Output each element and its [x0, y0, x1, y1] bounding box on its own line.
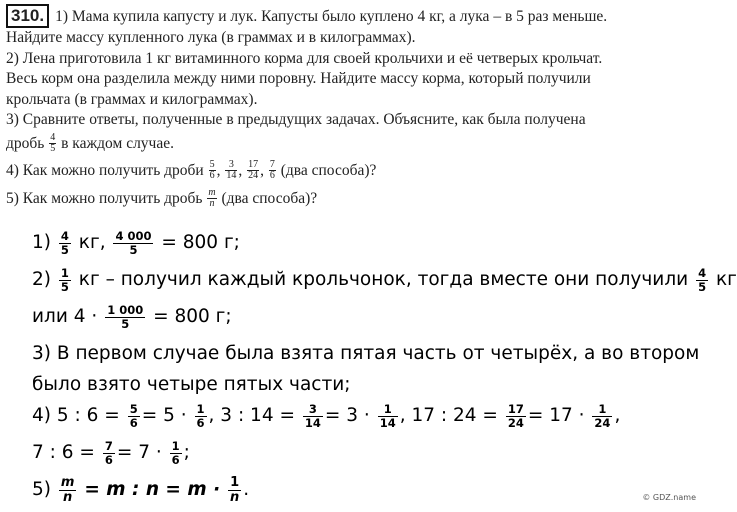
problem-line-9	[6, 185, 694, 213]
problem-line-7	[6, 131, 694, 157]
solution-label: 1)	[32, 232, 51, 253]
problem-number: 310.	[6, 4, 49, 28]
fraction	[128, 403, 140, 430]
solution-text: ;	[183, 442, 190, 463]
fraction	[506, 403, 526, 430]
denominator: 6	[129, 415, 138, 430]
fraction	[696, 267, 708, 294]
solution-line-2b	[32, 302, 692, 339]
numerator: 1	[196, 401, 205, 416]
denominator: 14	[304, 415, 321, 430]
denominator: 24	[507, 415, 524, 430]
solution-text: = 800 г;	[161, 232, 240, 253]
problem-line-4: Весь корм она разделила между ними поровну. Найдите массу корма, который получили	[6, 70, 591, 87]
numerator: 1 000	[107, 302, 144, 317]
watermark: © GDZ.name	[642, 493, 696, 502]
fraction	[113, 230, 153, 257]
problem-text-8b: (два способа)?	[280, 161, 377, 179]
problem-text-1: 1) Мама купила капусту и лук. Капусты было куплено 4 кг, а лука – в 5 раз меньше.	[55, 8, 608, 25]
solution-line-3a: 3) В первом случае была взята пятая часть от четырёх, а во втором	[32, 343, 700, 364]
solution-label: 5)	[32, 479, 51, 500]
numerator: 4	[50, 132, 56, 144]
fraction	[195, 403, 207, 430]
denominator: 5	[121, 316, 130, 331]
denominator: 5	[129, 242, 138, 257]
variable: n	[209, 198, 215, 210]
solution-text: = 3 ·	[324, 405, 370, 426]
solution-text: , 17 : 24 =	[399, 405, 498, 426]
solution-line-2	[32, 265, 737, 302]
solution-text: = 800 г;	[153, 306, 232, 327]
fraction	[592, 403, 612, 430]
solution-text: = 17 ·	[527, 405, 585, 426]
denominator: 6	[196, 415, 205, 430]
solution-line-1	[32, 228, 692, 265]
solution-text: , 3 : 14 =	[208, 405, 295, 426]
fraction	[170, 440, 182, 467]
numerator: 3	[303, 403, 323, 417]
denominator: 6	[209, 170, 215, 182]
fraction	[207, 188, 216, 209]
solution-text: = m : n = m ·	[84, 479, 221, 500]
numerator: 4 000	[115, 228, 152, 243]
denominator	[207, 199, 216, 209]
fraction	[59, 476, 77, 505]
solution-text: = 5 ·	[141, 405, 187, 426]
numerator: 5	[129, 401, 138, 416]
denominator: 24	[248, 170, 259, 182]
problem-block	[6, 4, 694, 213]
numerator: 3	[225, 160, 237, 171]
solution-line-4b	[32, 438, 692, 475]
solution-block	[32, 228, 737, 512]
numerator: m	[60, 474, 75, 490]
numerator: 4	[60, 228, 69, 243]
problem-line-8: 4) Как можно получить дроби $\frac{5}{6}$ , $\frac{3}{14}$ , $\frac{17}{24}$ , $\frac{7}{6}$ (два способа)?	[6, 159, 377, 182]
denominator: n	[63, 489, 73, 505]
numerator: 1	[228, 476, 241, 491]
numerator: 1	[592, 403, 612, 417]
problem-text-7b: в каждом случае.	[61, 134, 174, 152]
fraction	[303, 403, 323, 430]
problem-line-3: 2) Лена приготовила 1 кг витаминного корма для своей крольчихи и её четверых крольчат.	[6, 49, 603, 67]
problem-line-6: 3) Сравните ответы, полученные в предыдущих задачах. Объясните, как была получена	[6, 111, 586, 128]
solution-text: .	[243, 479, 250, 500]
solution-line-4a	[32, 401, 692, 438]
denominator: 6	[104, 452, 113, 467]
numerator: 4	[698, 265, 707, 280]
numerator: 7	[104, 438, 113, 453]
solution-text: кг – получил каждый крольчонок, тогда вместе они получили	[78, 269, 689, 290]
solution-line-5	[32, 475, 692, 512]
fraction	[209, 160, 216, 181]
denominator: n	[230, 489, 240, 505]
solution-line-3b: было взято четыре пятых части;	[32, 374, 351, 395]
variable: m	[208, 187, 216, 199]
numerator: 1	[60, 265, 69, 280]
fraction	[103, 440, 115, 467]
solution-text: ,	[614, 405, 621, 426]
numerator: 7	[269, 159, 275, 171]
solution-label: 2)	[32, 269, 51, 290]
denominator: 5	[60, 279, 69, 294]
solution-text: кг	[715, 269, 737, 290]
fraction	[225, 160, 237, 181]
fraction	[228, 476, 241, 505]
numerator: 5	[209, 159, 215, 171]
solution-text: 7 : 6 =	[32, 442, 95, 463]
denominator: 14	[226, 170, 237, 182]
solution-text: или 4 ·	[32, 306, 98, 327]
denominator: 5	[50, 143, 56, 155]
fraction	[269, 160, 276, 181]
problem-line-2: Найдите массу купленного лука (в граммах и в килограммах).	[6, 29, 416, 46]
numerator: 1	[171, 438, 180, 453]
denominator: 24	[594, 415, 611, 430]
problem-line-5: крольчата (в граммах и килограммах).	[6, 90, 258, 108]
problem-text-7a: дробь	[6, 134, 45, 152]
problem-text-9b: (два способа)?	[221, 189, 318, 207]
denominator: 6	[171, 452, 180, 467]
solution-text: 4) 5 : 6 =	[32, 405, 120, 426]
problem-text-8a: 4) Как можно получить дроби	[6, 161, 204, 179]
denominator: 14	[379, 415, 396, 430]
solution-text: кг,	[78, 232, 106, 253]
fraction	[49, 133, 56, 154]
problem-line-1	[6, 4, 694, 28]
numerator: 17	[507, 401, 524, 416]
fraction	[59, 230, 71, 257]
problem-text-9a: 5) Как можно получить дробь	[6, 189, 203, 207]
numerator: 1	[378, 403, 398, 417]
fraction	[105, 304, 145, 331]
fraction	[59, 267, 71, 294]
denominator: 5	[698, 279, 707, 294]
denominator: 6	[269, 170, 275, 182]
numerator: 17	[248, 159, 259, 171]
fraction	[378, 403, 398, 430]
fraction	[247, 160, 259, 181]
denominator: 5	[60, 242, 69, 257]
solution-text: = 7 ·	[116, 442, 162, 463]
